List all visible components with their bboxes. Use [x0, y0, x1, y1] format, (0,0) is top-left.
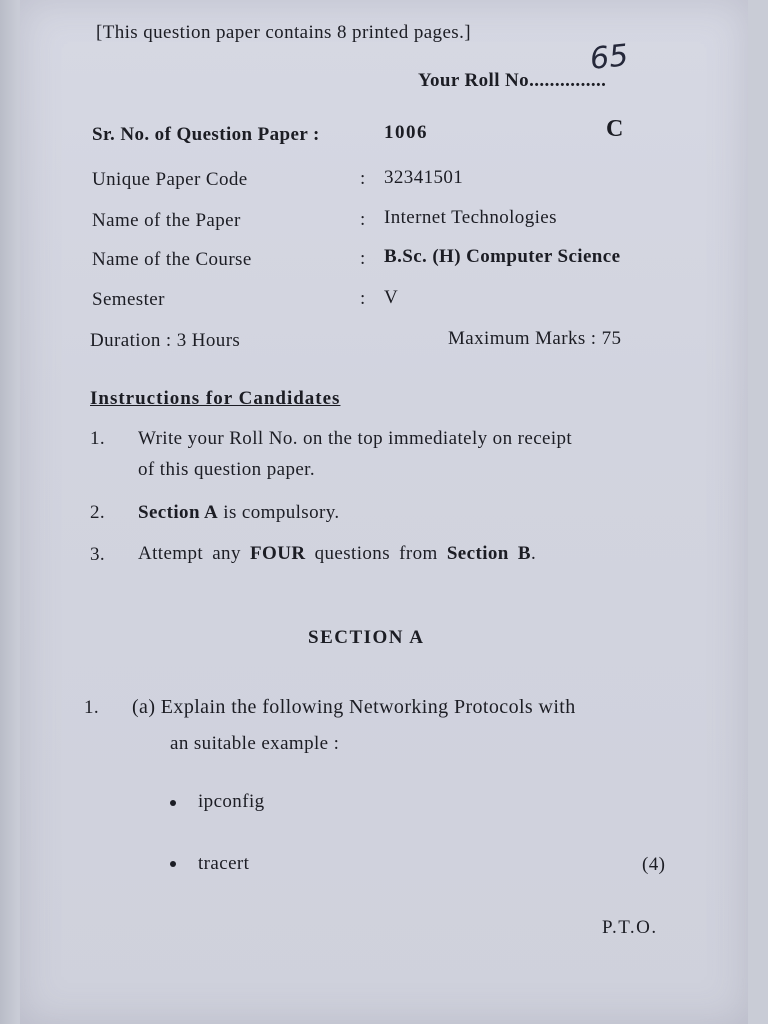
- set-letter: C: [606, 116, 624, 142]
- instruction-number: 2.: [90, 502, 106, 523]
- question-number: 1.: [84, 697, 100, 718]
- section-a-title: SECTION A: [308, 627, 425, 648]
- instruction-number: 3.: [90, 544, 106, 565]
- course-name-value: B.Sc. (H) Computer Science: [384, 246, 621, 267]
- maximum-marks: Maximum Marks : 75: [448, 328, 622, 349]
- instruction-2-bold: Section A: [138, 502, 219, 523]
- sr-no-value: 1006: [384, 122, 428, 143]
- sr-no-label: Sr. No. of Question Paper :: [92, 124, 320, 145]
- separator-colon: :: [360, 209, 366, 230]
- duration: Duration : 3 Hours: [90, 330, 241, 351]
- instruction-3-post: .: [530, 543, 537, 564]
- instruction-3: [138, 543, 536, 565]
- question-1a-line-1: (a) Explain the following Networking Protocols with: [132, 696, 576, 718]
- pages-note: [This question paper contains 8 printed pages.]: [96, 22, 471, 43]
- bullet-item-tracert: tracert: [198, 853, 250, 874]
- unique-paper-code-value: 32341501: [384, 167, 464, 188]
- separator-colon: :: [360, 168, 366, 189]
- handwritten-roll-number: 65: [588, 38, 630, 77]
- instruction-1-line-2: of this question paper.: [138, 459, 316, 480]
- instructions-heading: Instructions for Candidates: [90, 388, 341, 409]
- question-1a-line-2: an suitable example :: [170, 733, 340, 754]
- roll-number-label: Your Roll No...............: [418, 70, 607, 91]
- instruction-2: [138, 502, 340, 524]
- instruction-3-bold-four: FOUR: [250, 543, 306, 564]
- instruction-3-pre: Attempt any: [138, 543, 251, 564]
- separator-colon: :: [360, 288, 366, 309]
- bullet-item-ipconfig: ipconfig: [198, 791, 265, 812]
- course-name-label: Name of the Course: [92, 249, 252, 270]
- separator-colon: :: [360, 248, 366, 269]
- bullet-icon: [170, 800, 176, 806]
- instruction-3-bold-section: Section B: [446, 543, 531, 564]
- instruction-number: 1.: [90, 428, 106, 449]
- question-paper-page: [20, 0, 748, 1024]
- unique-paper-code-label: Unique Paper Code: [92, 169, 248, 190]
- instruction-1-line-1: Write your Roll No. on the top immediately on receipt: [138, 428, 573, 449]
- bullet-icon: [170, 861, 176, 867]
- semester-label: Semester: [92, 289, 165, 310]
- question-marks: (4): [642, 854, 666, 875]
- paper-name-label: Name of the Paper: [92, 210, 241, 231]
- paper-name-value: Internet Technologies: [384, 207, 557, 228]
- instruction-2-rest: is compulsory.: [218, 502, 340, 523]
- semester-value: V: [384, 287, 399, 308]
- pto-label: P.T.O.: [602, 917, 658, 938]
- instruction-3-mid: questions from: [305, 543, 447, 564]
